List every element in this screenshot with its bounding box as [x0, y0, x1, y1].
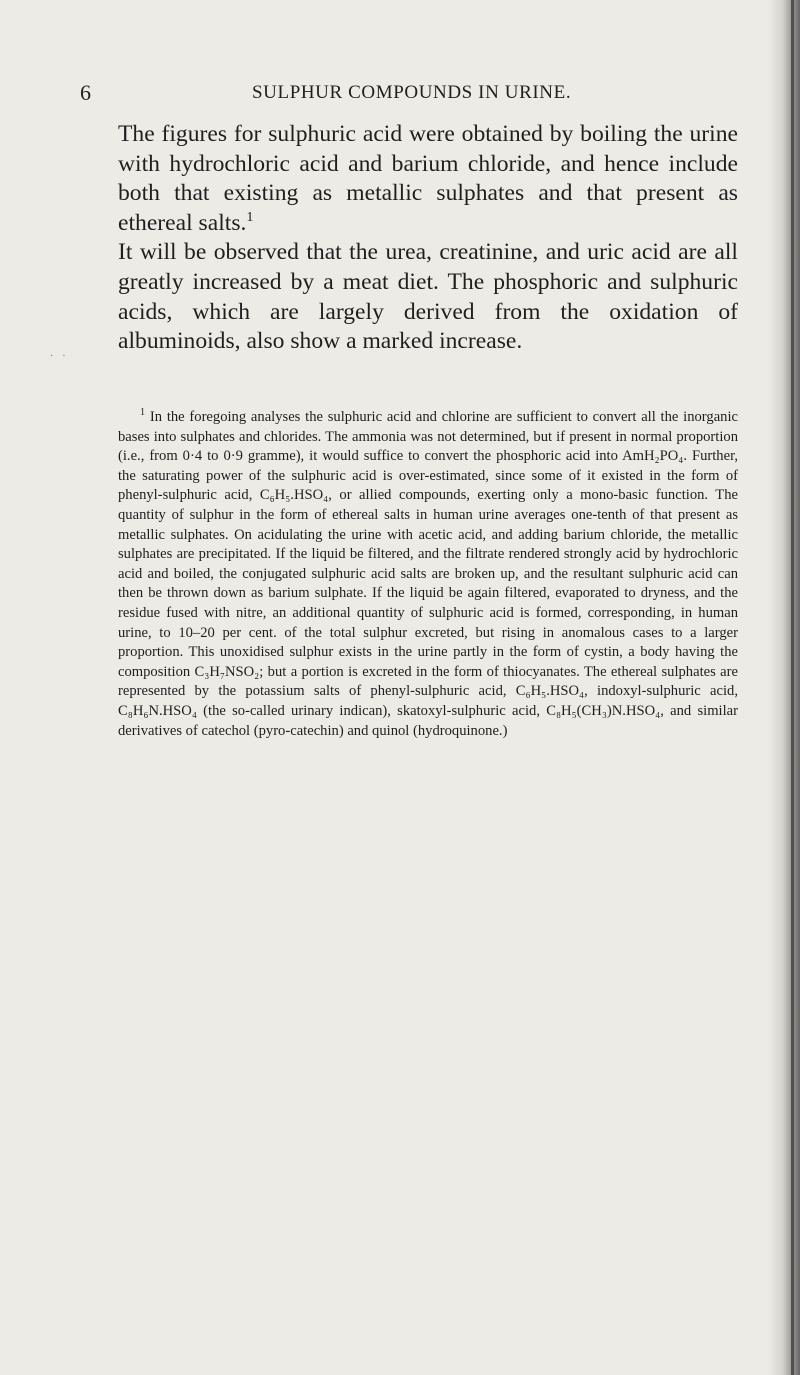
paragraph-1: [118, 120, 738, 238]
margin-marks: · ·: [50, 351, 69, 362]
page-number: 6: [80, 80, 92, 105]
footnote-mark: 1: [140, 407, 146, 419]
page-header: [80, 80, 720, 110]
main-text: [118, 120, 738, 357]
running-title: SULPHUR COMPOUNDS IN URINE.: [252, 82, 572, 103]
paragraph-2: It will be observed that the urea, creatinine, and uric acid are all greatly increased by a meat diet. The phosphoric and sulphuric acids, which are largely derived from the oxidation of albuminoids, also show a marked increase.: [118, 239, 738, 355]
footnote: [118, 408, 738, 741]
paragraph-1-text: The figures for sulphuric acid were obtained by boiling the urine with hydrochloric acid and barium chloride, and hence include both that existing as metallic sulphates and that present as ethereal salts.: [118, 121, 738, 236]
footnote-text: In the foregoing analyses the sulphuric acid and chlorine are sufficient to convert all the inorganic bases into sulphates and chlorides. The ammonia was not determined, but if present in normal proportion (i.e., from 0·4 to 0·9 gramme), it would suffice to convert the phosphoric acid into AmH₂PO₄. Further, the saturating power of the sulphuric acid is over-estimated, since some of it existed in the form of phenyl-sulphuric acid, C₆H₅.HSO₄, or allied compounds, exerting only a mono-basic function. The quantity of sulphur in the form of ethereal salts in human urine averages one-tenth of that present as metallic sulphates. On acidulating the urine with acetic acid, and adding barium chloride, the metallic sulphates are precipitated. If the liquid be filtered, and the filtrate rendered strongly acid by hydrochloric acid and boiled, the conjugated sulphuric acid salts are broken up, and the resultant sulphuric acid can then be thrown down as barium sulphate. If the liquid be again filtered, evaporated to dryness, and the residue fused with nitre, an additional quantity of sulphuric acid is formed, corresponding, in human urine, to 10–20 per cent. of the total sulphur excreted, but rising in anomalous cases to a larger proportion. This unoxidised sulphur exists in the urine partly in the form of cystin, a body having the composition C₃H₇NSO₂; but a portion is excreted in the form of thiocyanates. The ethereal sulphates are represented by the potassium salts of phenyl-sulphuric acid, C₆H₅.HSO₄, indoxyl-sulphuric acid, C₈H₆N.HSO₄ (the so-called urinary indican), skatoxyl-sulphuric acid, C₈H₅(CH₃)N.HSO₄, and similar derivatives of catechol (pyro-catechin) and quinol (hydroquinone.): [118, 409, 738, 739]
page-edge-shadow: [768, 0, 800, 1375]
page-edge-line: [791, 0, 794, 1375]
footnote-reference: 1: [246, 208, 254, 225]
footnote-paragraph: [118, 408, 738, 741]
